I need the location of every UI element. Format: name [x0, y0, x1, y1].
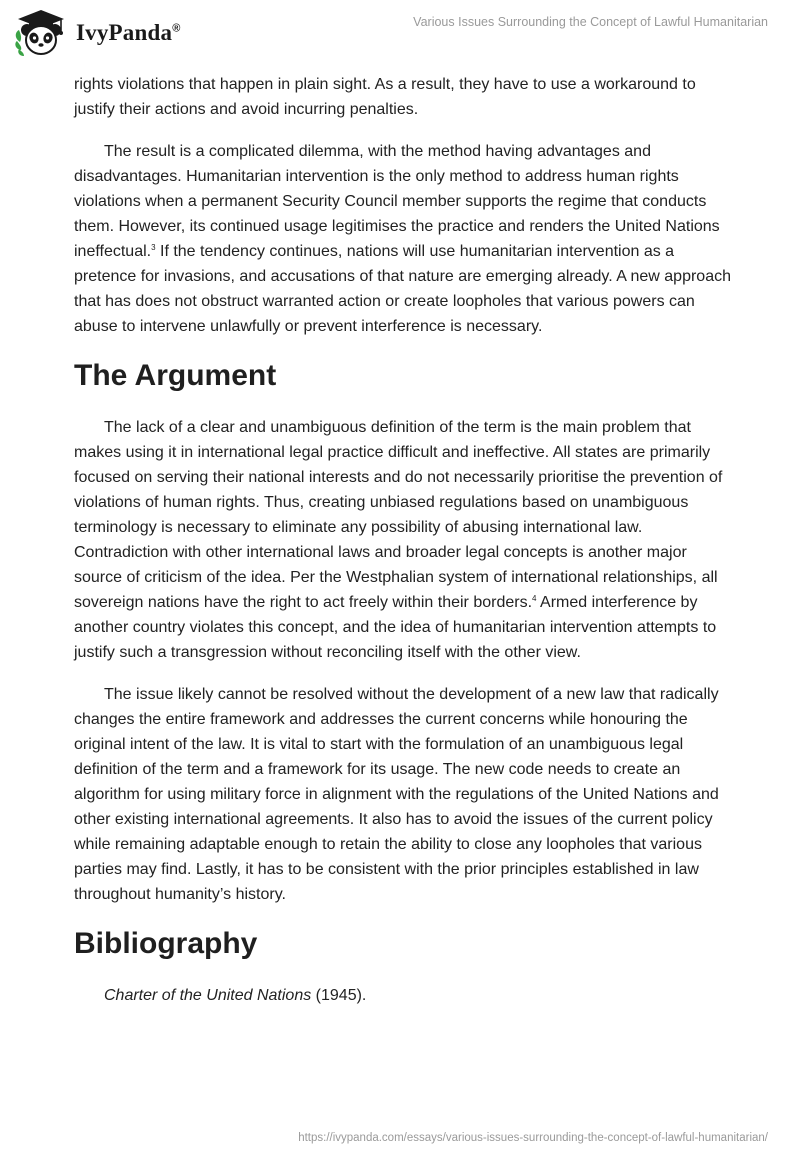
panda-graduate-icon [14, 8, 68, 58]
document-title: Various Issues Surrounding the Concept of Lawful Humanitarian [413, 15, 768, 29]
heading-bibliography: Bibliography [74, 927, 258, 960]
ivypanda-logo[interactable] [14, 8, 224, 58]
heading-argument: The Argument [74, 359, 277, 392]
bibliography-entry: Charter of the United Nations (1945). [104, 987, 367, 1004]
logo-wordmark: IvyPanda® [76, 20, 181, 45]
paragraph-continuation: rights violations that happen in plain sight. As a result, they have to use a workaround to justify their actions and avoid incurring penalties. [74, 76, 696, 118]
paragraph-dilemma: The result is a complicated dilemma, with the method having advantages and disadvantages. Humanitarian intervention is the only method to address human rights violations when a permanent Security Council member supports the regime that conducts them. However, its continued usage legitimises the practice and renders the United Nations ineffectual.$^3$ If the tendency continues, nations will use humanitarian intervention as a pretence for invasions, and accusations of that nature are emerging already. A new approach that has does not obstruct warranted action or create loopholes that various powers can abuse to intervene unlawfully or prevent interference is necessary. [74, 143, 731, 335]
paragraph-resolution: The issue likely cannot be resolved without the development of a new law that radically changes the entire framework and addresses the current concerns while honouring the original intent of the law. It is vital to start with the formulation of an unambiguous legal definition of the term and a framework for its usage. The new code needs to create an algorithm for using military force in alignment with the regulations of the United Nations and other existing international agreements. It also has to avoid the issues of the current policy while remaining adaptable enough to retain the ability to close any loopholes that various parties may find. Lastly, it has to be consistent with the prior principles established in law throughout humanity’s history. [74, 686, 719, 903]
footnote-ref-4[interactable]: 4 [532, 594, 537, 603]
paragraph-definition: The lack of a clear and unambiguous definition of the term is the main problem that makes using it in international legal practice difficult and ineffective. All states are primarily focused on serving their national interests and do not necessarily prioritise the prevention of violations of human rights. Thus, creating unbiased regulations based on unambiguous terminology is necessary to eliminate any possibility of abusing international law. Contradiction with other international laws and broader legal concepts is another major source of criticism of the idea. Per the Westphalian system of international relationships, all sovereign nations have the right to act freely within their borders.$^4$ Armed interference by another country violates this concept, and the idea of humanitarian intervention attempts to justify such a transgression without reconciling itself with the other view. [74, 419, 723, 661]
page-header [0, 0, 800, 70]
footnote-ref-3[interactable]: 3 [151, 243, 156, 252]
source-url[interactable]: https://ivypanda.com/essays/various-issues-surrounding-the-concept-of-lawful-humanitarian/ [298, 1132, 768, 1144]
essay-content [74, 72, 734, 1008]
